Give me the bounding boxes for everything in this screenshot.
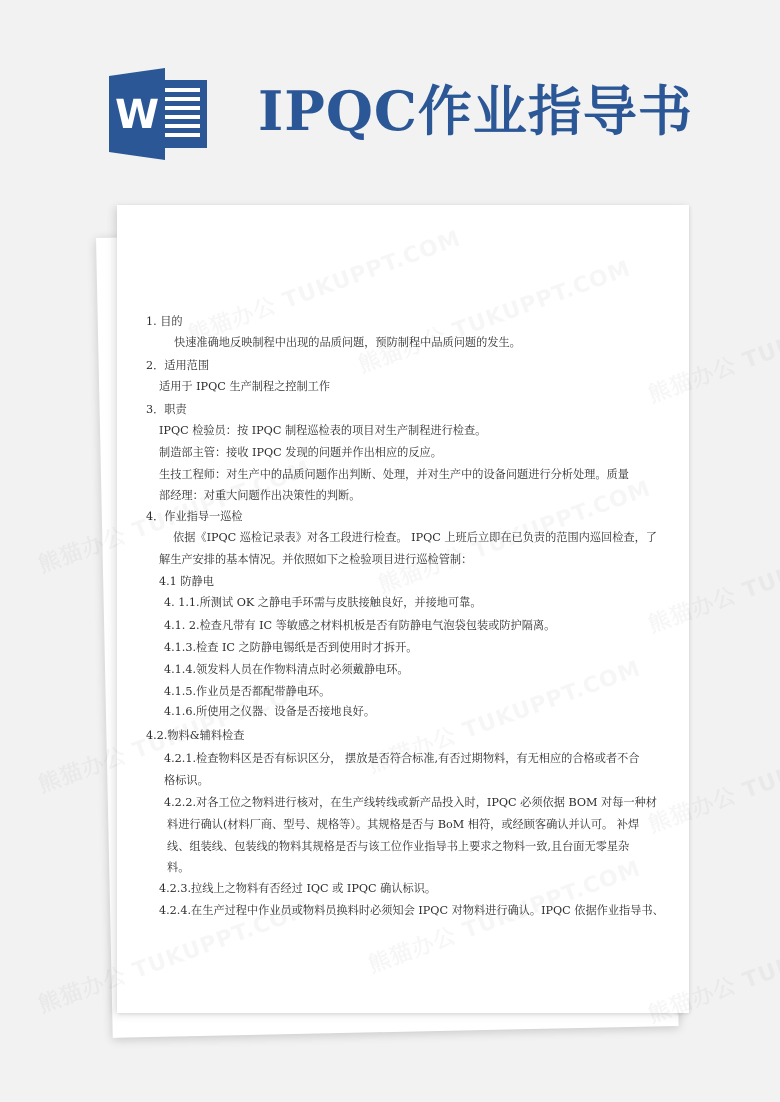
word-document-icon [109, 68, 209, 160]
document-line: 料进行确认(材料厂商、型号、规格等）。其规格是否与 BoM 相符，或经顾客确认并认可。 补焊 [167, 818, 640, 831]
document-line: 4.2.2.对各工位之物料进行核对，在生产线转线或新产品投入时，IPQC 必须依据 BOM 对每一种材 [164, 796, 657, 809]
document-line: 适用于 IPQC 生产制程之控制工作 [159, 380, 331, 393]
document-line: 4.1 防静电 [159, 575, 214, 588]
document-line: 解生产安排的基本情况。并依照如下之检验项目进行巡检管制： [159, 553, 473, 566]
document-line: 线、组装线、包装线的物料其规格是否与该工位作业指导书上要求之物料一致,且台面无零星杂 [167, 840, 630, 853]
document-line: 4.1.4.领发料人员在作物料清点时必须戴静电环。 [164, 663, 409, 676]
document-line: 3．职责 [146, 403, 187, 416]
document-line: 制造部主管：接收 IPQC 发现的问题并作出相应的反应。 [159, 446, 442, 459]
document-line: 部经理：对重大问题作出决策性的判断。 [159, 489, 361, 502]
document-line: 4.1. 2.检查凡带有 IC 等敏感之材料机板是否有防静电气泡袋包装或防护隔离。 [164, 619, 556, 632]
document-line: 格标识。 [164, 774, 209, 787]
document-line: 快速准确地反映制程中出现的品质问题，预防制程中品质问题的发生。 [174, 336, 521, 349]
document-line: 4.2.4.在生产过程中作业员或物料员换料时必须知会 IPQC 对物料进行确认。IPQC 依据作业指导书、 [159, 904, 664, 917]
document-line: 4.2.3.拉线上之物料有否经过 IQC 或 IPQC 确认标识。 [159, 882, 437, 895]
document-line: 4. 1.1.所测试 OK 之静电手环需与皮肤接触良好，并接地可靠。 [164, 596, 482, 609]
svg-text:W: W [114, 92, 160, 138]
document-line: IPQC 检验员：按 IPQC 制程巡检表的项目对生产制程进行检查。 [159, 424, 487, 437]
document-line: 4.1.6.所使用之仪器、设备是否接地良好。 [164, 705, 376, 718]
document-line: 4.1.5.作业员是否都配带静电环。 [164, 685, 331, 698]
document-line: 依据《IPQC 巡检记录表》对各工段进行检查。 IPQC 上班后立即在已负责的范围内巡回检查，了 [173, 531, 657, 544]
document-line: 4.2.1.检查物料区是否有标识区分， 摆放是否符合标准,有否过期物料，有无相应的合格或者不合 [164, 752, 640, 765]
document-line: 1. 目的 [146, 315, 183, 328]
document-line: 4.2.物料&辅料检查 [146, 729, 245, 742]
document-line: 4.1.3.检查 IC 之防静电锡纸是否到使用时才拆开。 [164, 641, 418, 654]
banner-header [0, 0, 780, 190]
document-line: 生技工程师：对生产中的品质问题作出判断、处理，并对生产中的设备问题进行分析处理。质量 [159, 468, 629, 481]
document-page [117, 205, 689, 1013]
document-line: 料。 [167, 861, 190, 874]
page-title: IPQC作业指导书 [258, 79, 693, 143]
document-body [117, 205, 689, 1013]
document-line: 2．适用范围 [146, 359, 210, 372]
document-line: 4．作业指导一巡检 [146, 510, 243, 523]
